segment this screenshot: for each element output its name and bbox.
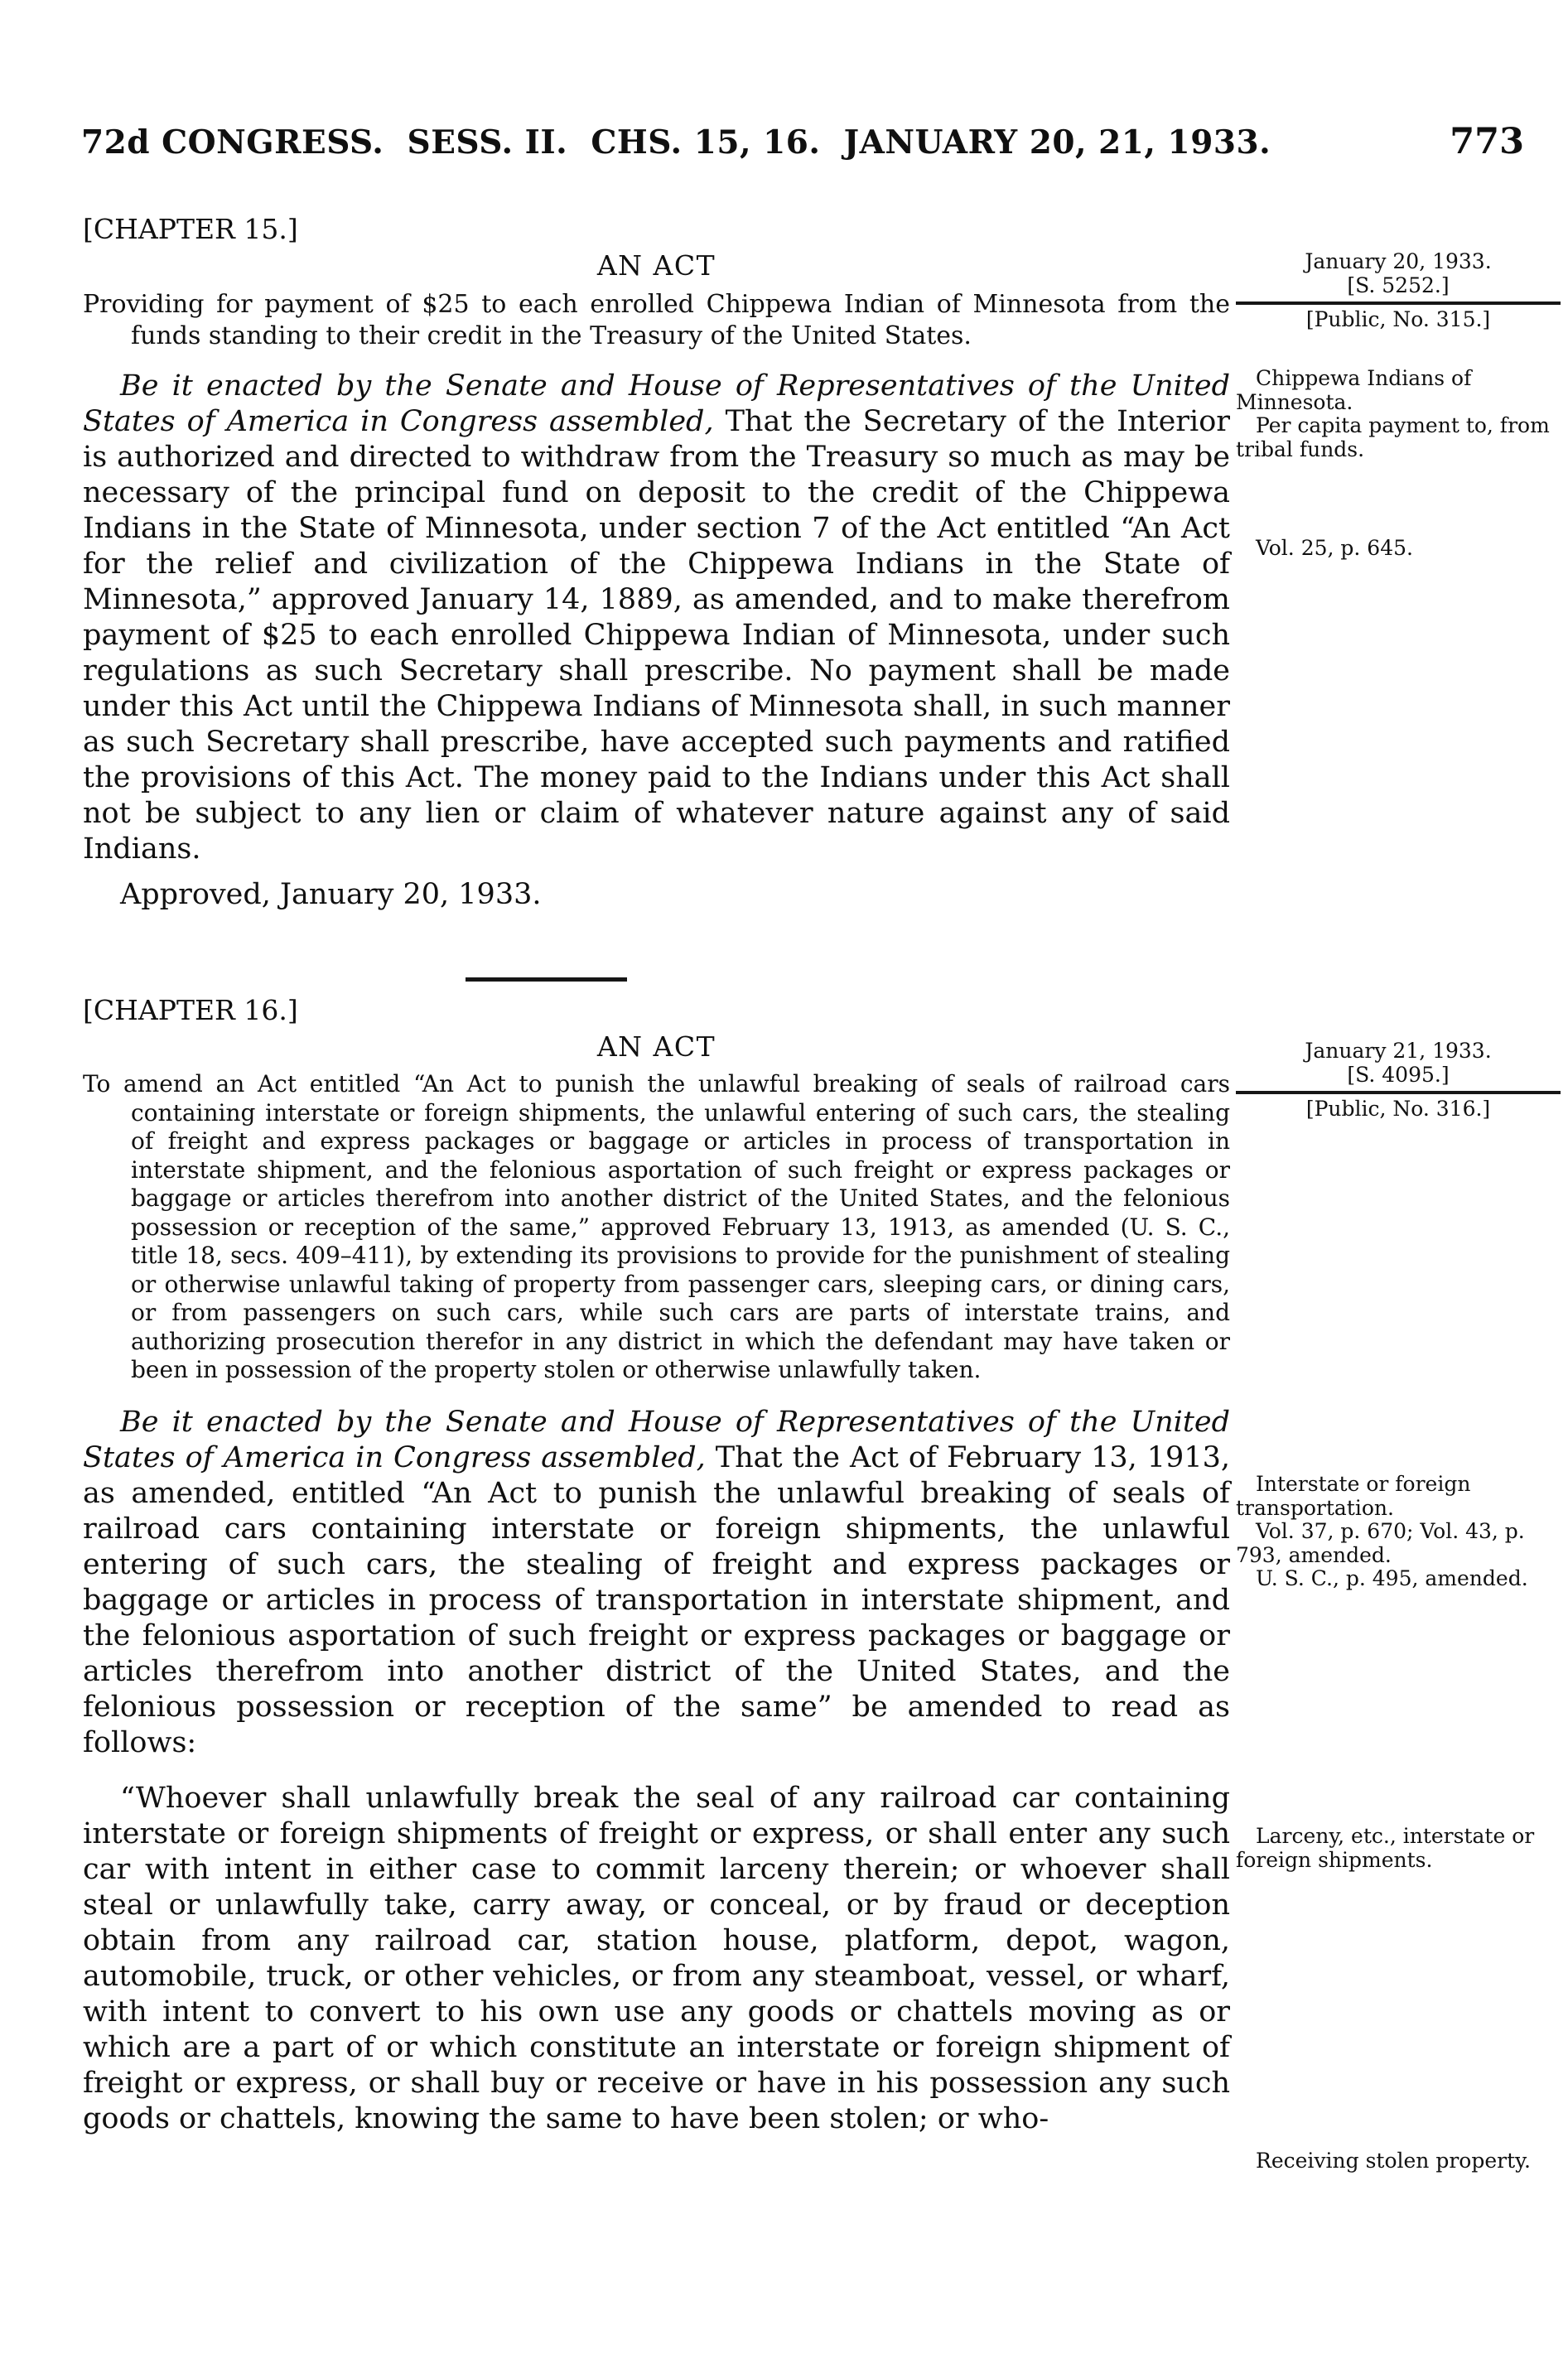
chapter-15-section — [83, 211, 1230, 913]
margin-note-text: Receiving stolen property. — [1256, 2149, 1531, 2173]
chapter-divider-rule — [466, 977, 627, 982]
chapter-16-subject-notes — [1236, 1473, 1561, 1591]
chapter-15-enacting-clause: Be it enacted by the Senate and House of Representatives of the United States of America in Congress assembled, — [83, 369, 1230, 438]
chapter-15-volume-reference — [1236, 537, 1561, 561]
chapter-15-bill-number: [S. 5252.] — [1347, 273, 1450, 297]
chapter-16-larceny-note — [1236, 1825, 1561, 1872]
running-head — [81, 121, 1524, 162]
margin-note-text: Chippewa Indians of Minnesota. — [1236, 366, 1472, 414]
citation-rule — [1236, 1091, 1561, 1094]
chapter-16-preamble: To amend an Act entitled “An Act to punish the unlawful breaking of seals of railroad cars containing interstate or foreign shipments, the unlawful entering of such cars, the stealing of freight and express packages or baggage or articles in process of transportation in interstate shipment, and the felonious asportation of such freight or express packages or baggage or articles therefrom into another district of the United States, and the felonious possession or reception of the same,” approved February 13, 1913, as amended (U. S. C., title 18, secs. 409–411), by extending its provisions to provide for the punishment of stealing or otherwise unlawful taking of property from passenger cars, sleeping cars, or dining cars, or from passengers on such cars, while such cars are parts of interstate trains, and authorizing prosecution therefor in any district in which the defendant may have taken or been in possession of the property stolen or otherwise unlawfully taken. — [83, 1070, 1230, 1383]
margin-note-text: Vol. 37, p. 670; Vol. 43, p. 793, amended. — [1236, 1519, 1525, 1567]
chapter-16-label: [CHAPTER 16.] — [83, 994, 298, 1026]
margin-note-text: Vol. 25, p. 645. — [1256, 536, 1413, 560]
chapter-15-public-law-number: [Public, No. 315.] — [1305, 307, 1491, 331]
chapter-16-act-heading: AN ACT — [596, 1030, 716, 1063]
chapter-15-label: [CHAPTER 15.] — [83, 213, 298, 245]
margin-note-text: Larceny, etc., interstate or foreign shipments. — [1236, 1824, 1535, 1872]
chapter-15-body — [83, 369, 1230, 867]
chapter-15-subject-notes — [1236, 367, 1561, 461]
chapter-15-preamble: Providing for payment of $25 to each enrolled Chippewa Indian of Minnesota from the funds standing to their credit in the Treasury of the United States. — [83, 290, 1230, 350]
chapter-16-section — [83, 992, 1230, 2137]
margin-note-text: Per capita payment to, from tribal funds. — [1236, 413, 1550, 461]
margin-note-text: U. S. C., p. 495, amended. — [1256, 1566, 1528, 1590]
chapter-16-citation-block — [1236, 1040, 1561, 1122]
chapter-15-citation-block — [1236, 250, 1561, 332]
chapter-15-date: January 20, 1933. — [1305, 249, 1492, 273]
citation-rule — [1236, 302, 1561, 305]
chapter-16-enacting-clause: Be it enacted by the Senate and House of Representatives of the United States of America in Congress assembled, — [83, 1405, 1230, 1474]
running-head-title: 72d CONGRESS. SESS. II. CHS. 15, 16. JANUARY 20, 21, 1933. — [81, 123, 1271, 162]
margin-note-text: Interstate or foreign transportation. — [1236, 1472, 1471, 1520]
chapter-16-body — [83, 1405, 1230, 1761]
page-number: 773 — [1450, 121, 1524, 162]
chapter-16-date: January 21, 1933. — [1305, 1039, 1492, 1063]
chapter-16-body-text: That the Act of February 13, 1913, as amended, entitled “An Act to punish the unlawful breaking of seals of railroad cars containing interstate or foreign shipments, the unlawful entering of such cars, the stealing of freight and express packages or baggage or articles in process of transportation in interstate shipment, and the felonious asportation of such freight or express packages or baggage or articles therefrom into another district of the United States, and the felonious possession or reception of the same” be amended to read as follows: — [83, 1440, 1230, 1759]
chapter-16-quoted-section: “Whoever shall unlawfully break the seal of any railroad car containing interstate or foreign shipments of freight or express, or shall enter any such car with intent in either case to commit larceny therein; or whoever shall steal or unlawfully take, carry away, or conceal, or by fraud or deception obtain from any railroad car, station house, platform, depot, wagon, automobile, truck, or other vehicles, or from any steamboat, vessel, or wharf, with intent to convert to his own use any goods or chattels moving as or which are a part of or which constitute an interstate or foreign shipment of freight or express, or shall buy or receive or have in his possession any such goods or chattels, knowing the same to have been stolen; or who- — [83, 1781, 1230, 2135]
chapter-16-bill-number: [S. 4095.] — [1347, 1062, 1450, 1087]
chapter-15-act-heading: AN ACT — [596, 249, 716, 282]
chapter-16-receiving-note — [1236, 2149, 1561, 2173]
chapter-16-public-law-number: [Public, No. 316.] — [1305, 1097, 1491, 1121]
chapter-15-approved-line: Approved, January 20, 1933. — [120, 878, 542, 911]
chapter-15-body-text: That the Secretary of the Interior is authorized and directed to withdraw from the Treasury so much as may be necessary of the principal fund on deposit to the credit of the Chippewa Indians in the State of Minnesota, under section 7 of the Act entitled “An Act for the relief and civilization of the Chippewa Indians in the State of Minnesota,” approved January 14, 1889, as amended, and to make therefrom payment of $25 to each enrolled Chippewa Indian of Minnesota, under such regulations as such Secretary shall prescribe. No payment shall be made under this Act until the Chippewa Indians of Minnesota shall, in such manner as such Secretary shall prescribe, have accepted such payments and ratified the provisions of this Act. The money paid to the Indians under this Act shall not be subject to any lien or claim of whatever nature against any of said Indians. — [83, 405, 1231, 866]
